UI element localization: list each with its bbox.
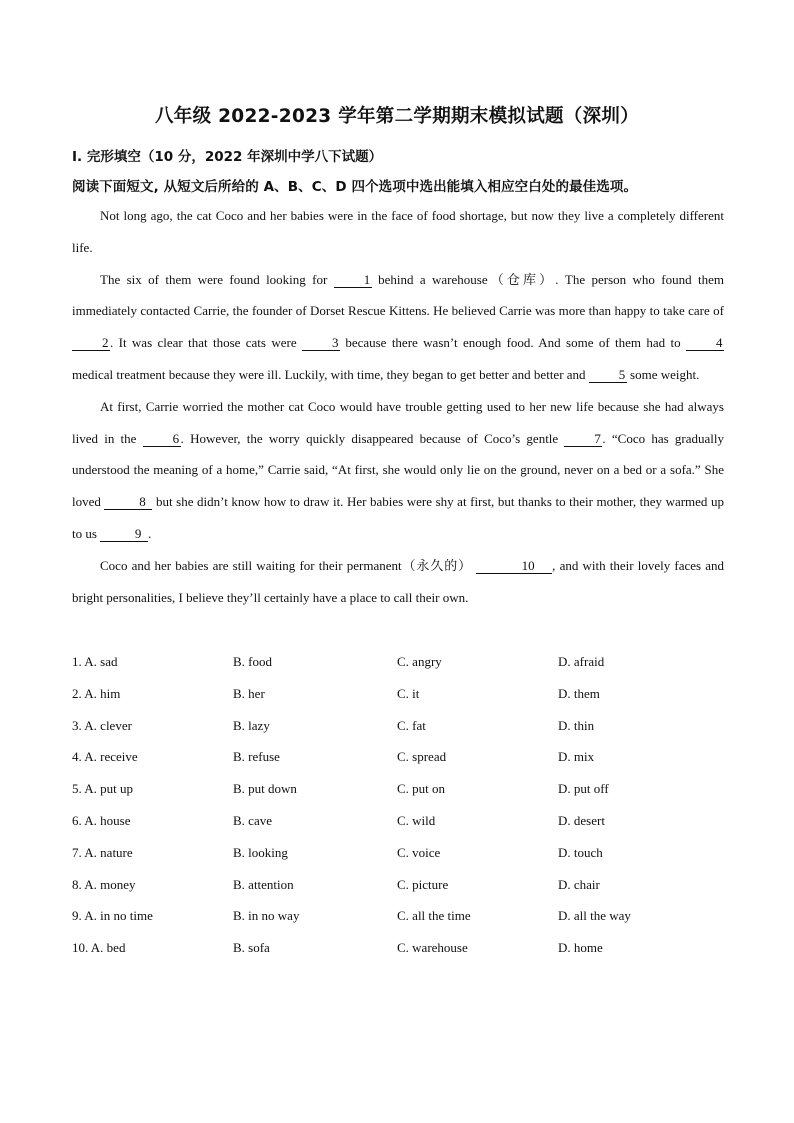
option-a: 10. A. bed — [72, 940, 126, 956]
instruction-text: 阅读下面短文, 从短文后所给的 A、B、C、D 四个选项中选出能填入相应空白处的最佳选项。 — [72, 179, 638, 195]
paragraph-3 — [72, 391, 724, 550]
option-a: 7. A. nature — [72, 844, 133, 860]
cloze-passage — [72, 200, 724, 613]
passage-text: some weight. — [626, 366, 700, 382]
paragraph-1 — [72, 200, 724, 264]
blank-8: 8 — [104, 494, 152, 510]
options-row — [72, 678, 722, 710]
option-d: D. desert — [558, 812, 605, 828]
options-row — [72, 837, 722, 869]
option-c: C. picture — [397, 876, 449, 892]
options-row — [72, 710, 722, 742]
option-d: D. them — [558, 685, 600, 701]
option-a: 2. A. him — [72, 685, 121, 701]
option-b: B. in no way — [233, 908, 300, 924]
option-c: C. voice — [397, 844, 441, 860]
options-row — [72, 773, 722, 805]
option-c: C. spread — [397, 749, 447, 765]
option-b: B. cave — [233, 812, 272, 828]
options-row — [72, 869, 722, 901]
passage-text: . However, the worry quickly disappeared because of Coco’s gentle — [180, 430, 565, 446]
option-c: C. it — [397, 685, 420, 701]
option-c: C. warehouse — [397, 940, 468, 956]
option-c: C. all the time — [397, 908, 471, 924]
options-row — [72, 900, 722, 932]
option-b: B. attention — [233, 876, 294, 892]
option-b: B. her — [233, 685, 265, 701]
passage-text: The six of them were found looking for — [100, 271, 334, 287]
passage-text: but she didn’t know how to draw it. Her babies were shy at first, but thanks to their mother, they warmed up to us — [72, 494, 724, 541]
blank-2: 2 — [72, 335, 110, 351]
option-d: D. touch — [558, 844, 603, 860]
option-b: B. looking — [233, 844, 288, 860]
option-c: C. wild — [397, 812, 436, 828]
paragraph-4 — [72, 550, 724, 614]
option-a: 9. A. in no time — [72, 908, 153, 924]
options-row — [72, 805, 722, 837]
passage-text: . It was clear that those cats were — [110, 335, 302, 351]
passage-text: Coco and her babies are still waiting for their permanent（永久的） — [100, 557, 477, 573]
passage-text: behind a warehouse（仓库）. The person who found them immediately contacted Carrie, the founder of Dorset Rescue Kittens. He believed Carrie was more than happy to take care of — [72, 271, 724, 319]
option-a: 5. A. put up — [72, 781, 134, 797]
option-d: D. chair — [558, 876, 600, 892]
option-d: D. afraid — [558, 654, 605, 669]
option-d: D. all the way — [558, 908, 631, 924]
passage-text: . — [148, 525, 152, 541]
option-a: 1. A. sad — [72, 654, 118, 669]
option-b: B. put down — [233, 781, 297, 797]
blank-7: 7 — [564, 431, 602, 447]
page-title: 八年级 2022-2023 学年第二学期期末模拟试题（深圳） — [154, 106, 640, 127]
option-c: C. angry — [397, 654, 442, 669]
blank-5: 5 — [589, 367, 627, 383]
blank-3: 3 — [302, 335, 340, 351]
option-b: B. sofa — [233, 940, 270, 956]
blank-1: 1 — [334, 272, 372, 288]
options-list — [72, 646, 722, 964]
blank-10: 10 — [476, 558, 552, 574]
options-row — [72, 741, 722, 773]
options-row — [72, 932, 722, 964]
option-c: C. put on — [397, 781, 446, 797]
option-b: B. lazy — [233, 717, 270, 733]
option-d: D. home — [558, 940, 603, 956]
options-row — [72, 646, 722, 678]
option-a: 6. A. house — [72, 812, 131, 828]
option-c: C. fat — [397, 717, 426, 733]
option-a: 4. A. receive — [72, 749, 138, 765]
option-b: B. food — [233, 654, 272, 669]
passage-text: At first, Carrie worried the mother cat Coco would have trouble getting used to her new life because she had always lived in the — [72, 398, 724, 446]
section-heading: I. 完形填空（10 分，2022 年深圳中学八下试题） — [72, 149, 383, 165]
blank-9: 9 — [100, 526, 148, 542]
option-d: D. mix — [558, 749, 595, 765]
paragraph-2 — [72, 264, 724, 391]
option-a: 8. A. money — [72, 876, 136, 892]
option-d: D. put off — [558, 781, 609, 797]
option-d: D. thin — [558, 717, 595, 733]
passage-text: . “Coco has gradually understood the meaning of a home,” Carrie said, “At first, she would only lie on the ground, never on a bed or a sofa.” She loved — [72, 430, 724, 510]
blank-6: 6 — [143, 431, 181, 447]
passage-text: because there wasn’t enough food. And some of them had to — [339, 335, 686, 351]
option-a: 3. A. clever — [72, 717, 132, 733]
option-b: B. refuse — [233, 749, 280, 765]
passage-text: Not long ago, the cat Coco and her babies were in the face of food shortage, but now they live a completely different life. — [72, 208, 724, 255]
passage-text: medical treatment because they were ill. Luckily, with time, they began to get better and better and — [72, 366, 589, 382]
blank-4: 4 — [686, 335, 724, 351]
passage-text: , and with their lovely faces and bright personalities, I believe they’ll certainly have a place to call their own. — [72, 557, 725, 605]
